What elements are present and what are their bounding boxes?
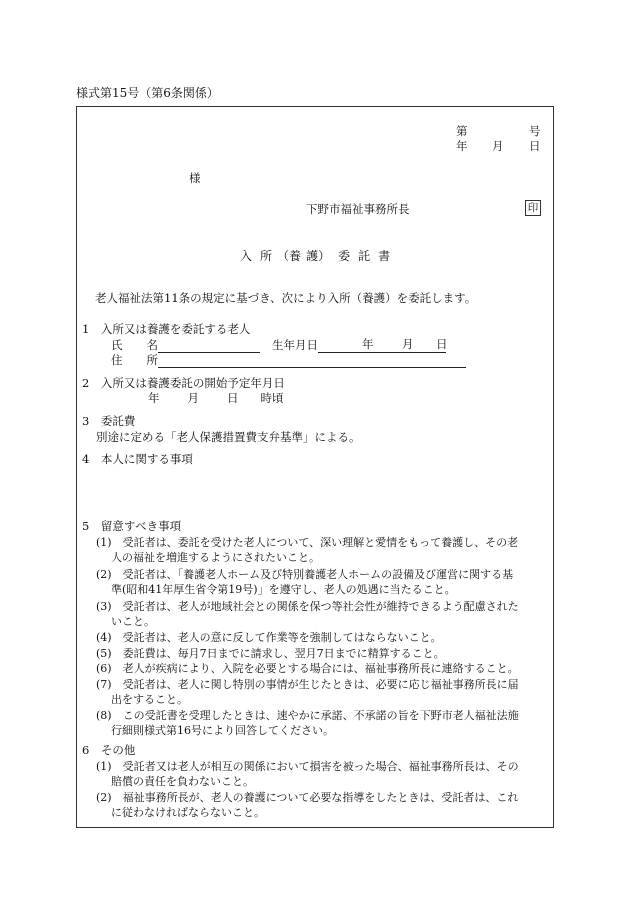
title-char: 所: [260, 249, 273, 263]
note-line: 人の福祉を増進するようにされたいこと。: [111, 551, 320, 564]
note-line: (7) 受託者は、老人に関し特別の事情が生じたときは、必要に応じ福祉事務所長に届: [96, 678, 519, 691]
note-line: (4) 受託者は、老人の意に反して作業等を強制してはならないこと。: [96, 631, 442, 644]
seal-mark: 印: [525, 200, 541, 216]
section-6-heading: 6 その他: [82, 743, 136, 757]
section-3-heading: 3 委託費: [82, 414, 136, 428]
start-date-row: [148, 390, 284, 406]
date-year: 年: [456, 139, 468, 153]
note-line: (1) 受託者は、委託を受けた老人について、深い理解と愛情をもって養護し、その老: [96, 536, 519, 549]
note-line: いこと。: [111, 615, 155, 628]
start-month: 月: [187, 391, 199, 405]
section-2-heading: 2 入所又は養護委託の開始予定年月日: [82, 376, 285, 390]
title-char: （: [277, 249, 290, 263]
name-label: 氏 名: [111, 338, 158, 352]
section-4-heading: 4 本人に関する事項: [82, 452, 193, 466]
address-label: 住 所: [111, 353, 158, 367]
other-line: 賠償の責任を負わないこと。: [111, 775, 254, 788]
title-char: ）: [318, 249, 331, 263]
other-line: に従わなければならないこと。: [111, 806, 265, 819]
note-line: (6) 老人が疾病により、入院を必要とする場合には、福祉事務所長に連絡すること。: [96, 662, 519, 675]
title-char: 入: [240, 249, 253, 263]
name-field-line[interactable]: [158, 339, 260, 353]
title-char: 委: [338, 249, 351, 263]
note-line: 出をすること。: [111, 693, 188, 706]
form-number: 様式第15号（第6条関係）: [76, 86, 219, 100]
start-time: 時頃: [260, 391, 284, 405]
issuer-name: 下野市福祉事務所長: [306, 202, 410, 216]
addressee-suffix: 様: [189, 171, 201, 185]
doc-number-prefix: 第: [456, 124, 468, 138]
note-line: (8) この受託書を受理したときは、速やかに承諾、不承諾の旨を下野市老人福祉法施: [96, 709, 519, 722]
note-line: (2) 受託者は、「養護老人ホーム及び特別養護老人ホームの設備及び運営に関する基: [96, 568, 514, 581]
address-field-line[interactable]: [158, 354, 466, 368]
birthdate-field-line[interactable]: 年 月 日: [318, 339, 446, 353]
note-line: 準(昭和41年厚生省令第19号)」を遵守し、老人の処遇に当たること。: [111, 583, 456, 596]
note-line: 行細則様式第16号により回答してください。: [111, 724, 334, 737]
note-line: (5) 委託費は、毎月7日までに請求し、翌月7日までに精算すること。: [96, 647, 445, 660]
birthdate-label: 生年月日: [272, 338, 318, 352]
document-title: [240, 247, 390, 264]
note-line: (3) 受託者は、老人が地域社会との関係を保つ等社会性が維持できるよう配慮された: [96, 600, 519, 613]
title-char: 養: [289, 249, 302, 263]
intro-text: 老人福祉法第11条の規定に基づき、次により入所（養護）を委託します。: [95, 291, 477, 305]
name-row: [111, 337, 446, 353]
section-3-body: 別途に定める「老人保護措置費支弁基準」による。: [96, 430, 361, 444]
title-char: 託: [358, 249, 371, 263]
title-char: 書: [378, 249, 391, 263]
date-month: 月: [492, 139, 504, 153]
section-5-heading: 5 留意すべき事項: [82, 519, 182, 533]
other-line: (2) 福祉事務所長が、老人の養護について必要な指導をしたときは、受託者は、これ: [96, 791, 519, 804]
title-char: 護: [306, 249, 319, 263]
section-1-heading: 1 入所又は養護を委託する老人: [82, 322, 251, 336]
date-day: 日: [529, 139, 541, 153]
other-line: (1) 受託者又は老人が相互の関係において損害を被った場合、福祉事務所長は、その: [96, 760, 519, 773]
address-row: [111, 352, 466, 368]
start-year: 年: [148, 391, 160, 405]
start-day: 日: [227, 391, 239, 405]
doc-number-suffix: 号: [529, 124, 541, 138]
